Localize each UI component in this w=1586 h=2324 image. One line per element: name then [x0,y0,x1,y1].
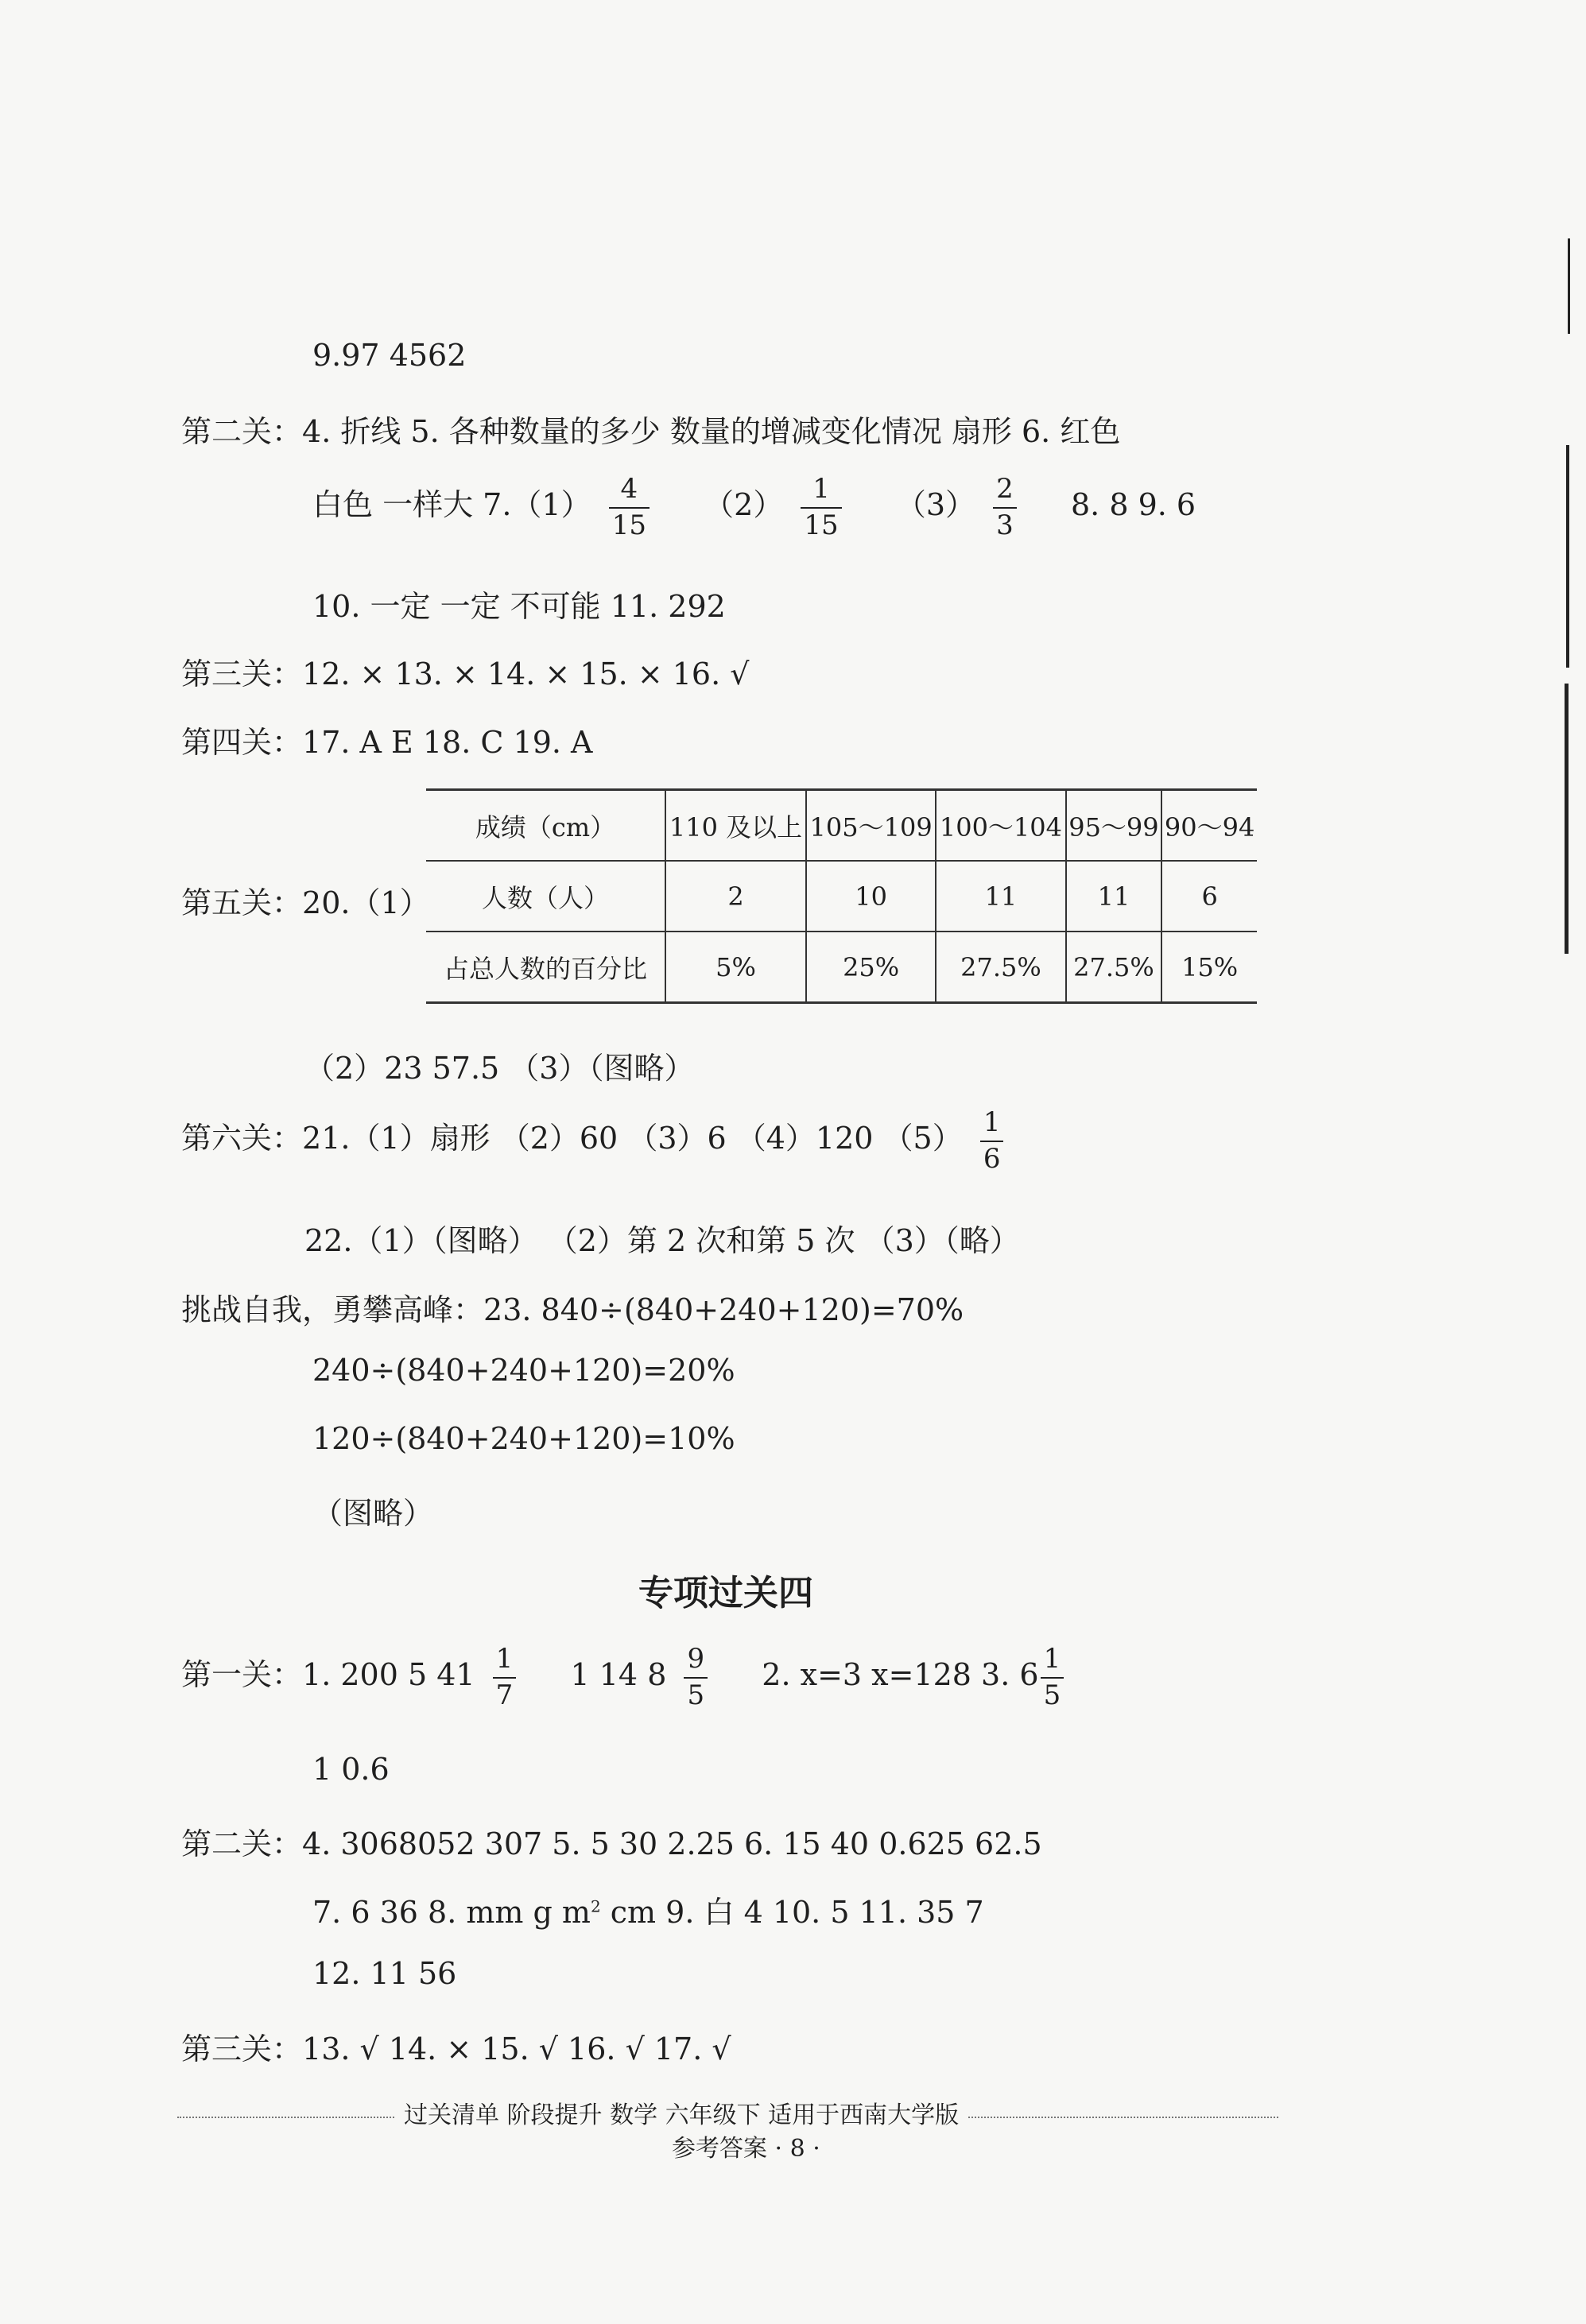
grade-table [426,788,1257,1004]
answer-line-2 [181,407,1120,451]
table-cell: 11 [936,861,1065,932]
answer-text: 13. √ 14. × 15. √ 16. √ 17. √ [302,2032,731,2066]
answer-line-6 [181,718,593,761]
answer-line-17 [181,1819,1042,1863]
answer-text: 白色 一样大 7.（1） [312,487,591,523]
answer-line-18 [312,1888,984,1931]
section-label: 第五关： [181,885,303,920]
answer-line-5 [181,649,749,693]
answer-line-14: （图略） [312,1496,434,1531]
table-row [426,861,1257,932]
answer-line-12: 240÷(840+240+120)=20% [312,1353,735,1388]
table-cell: 2 [665,861,806,932]
answer-text: cm 9. 白 4 10. 5 11. 35 7 [600,1895,984,1930]
answer-text: 8. 8 9. 6 [1070,487,1196,523]
table-cell: 10 [806,861,936,932]
table-row [426,932,1257,1003]
answer-line-3 [312,475,1196,540]
footer-page-number: 参考答案 · 8 · [672,2135,820,2163]
fraction: $\frac{1}{15}$ [801,475,841,540]
scan-edge-mark [1565,684,1569,954]
answer-line-19: 12. 11 56 [312,1956,457,1991]
answer-line-15 [181,1645,1072,1710]
answer-text: （2） [704,487,784,523]
table-header-cell: 100～104 [936,790,1065,862]
section-label: 第三关： [181,657,303,691]
answer-line-13: 120÷(840+240+120)=10% [312,1421,735,1456]
section-heading: 专项过关四 [638,1573,813,1613]
answer-text: 23. 840÷(840+240+120)=70% [483,1292,964,1327]
table-header-cell: 成绩（cm） [426,790,665,862]
section-label: 挑战自我，勇攀高峰： [181,1292,484,1327]
answer-line-20 [181,2024,731,2068]
answer-text: 1 14 8 [570,1657,667,1693]
table-header-cell: 95～99 [1066,790,1162,862]
superscript: 2 [590,1896,601,1916]
answer-line-1: 9.97 4562 [312,338,467,373]
fraction: $\frac{1}{7}$ [493,1645,517,1710]
answer-line-7 [181,878,430,922]
answer-line-8: （2）23 57.5 （3）（图略） [304,1051,695,1086]
table-cell: 人数（人） [426,861,665,932]
table-cell: 27.5% [1066,932,1162,1003]
section-label: 第三关： [181,2032,303,2066]
answer-text: 20.（1） [302,885,430,920]
answer-text: （3） [895,487,976,523]
section-label: 第二关： [181,1826,303,1861]
table-cell: 27.5% [936,932,1065,1003]
section-label: 第四关： [181,725,303,760]
footer-book-title: 过关清单 阶段提升 数学 六年级下 适用于西南大学版 [396,2095,967,2130]
fraction: $\frac{4}{15}$ [609,475,650,540]
fraction: $\frac{9}{5}$ [684,1645,708,1710]
answer-text: 7. 6 36 8. mm g m [312,1895,591,1930]
fraction: $\frac{1}{5}$ [1041,1645,1064,1710]
answer-line-9 [181,1106,1011,1175]
answer-text: 2. x=3 x=128 3. 6 [762,1657,1039,1693]
scan-edge-mark [1566,445,1569,668]
fraction: $\frac{1}{6}$ [980,1109,1004,1173]
answer-text: 12. × 13. × 14. × 15. × 16. √ [302,657,750,691]
table-cell: 25% [806,932,936,1003]
answer-line-4: 10. 一定 一定 不可能 11. 292 [312,589,726,624]
answer-text: 4. 3068052 307 5. 5 30 2.25 6. 15 40 0.625 62.5 [302,1826,1042,1861]
answer-text: 17. A E 18. C 19. A [302,725,593,760]
table-cell: 6 [1161,861,1257,932]
table-header-cell: 105～109 [806,790,936,862]
answer-text: 21.（1）扇形 （2）60 （3）6 （4）120 （5） [302,1121,963,1156]
answer-line-11 [181,1285,964,1329]
answer-text: 4. 折线 5. 各种数量的多少 数量的增减变化情况 扇形 6. 红色 [302,414,1121,449]
table-row [426,790,1257,862]
fraction: $\frac{2}{3}$ [993,475,1017,540]
section-label: 第一关： [181,1657,303,1693]
answer-line-10: 22.（1）（图略） （2）第 2 次和第 5 次 （3）（略） [304,1223,1020,1258]
scan-edge-mark [1568,238,1570,334]
table-header-cell: 110 及以上 [665,790,806,862]
table-cell: 占总人数的百分比 [426,932,665,1003]
answer-text: 1. 200 5 41 [302,1657,475,1693]
table-cell: 5% [665,932,806,1003]
section-label: 第二关： [181,414,303,449]
table-cell: 11 [1066,861,1162,932]
section-label: 第六关： [181,1121,303,1156]
table-header-cell: 90～94 [1161,790,1257,862]
answer-line-16: 1 0.6 [312,1752,390,1787]
table-cell: 15% [1161,932,1257,1003]
